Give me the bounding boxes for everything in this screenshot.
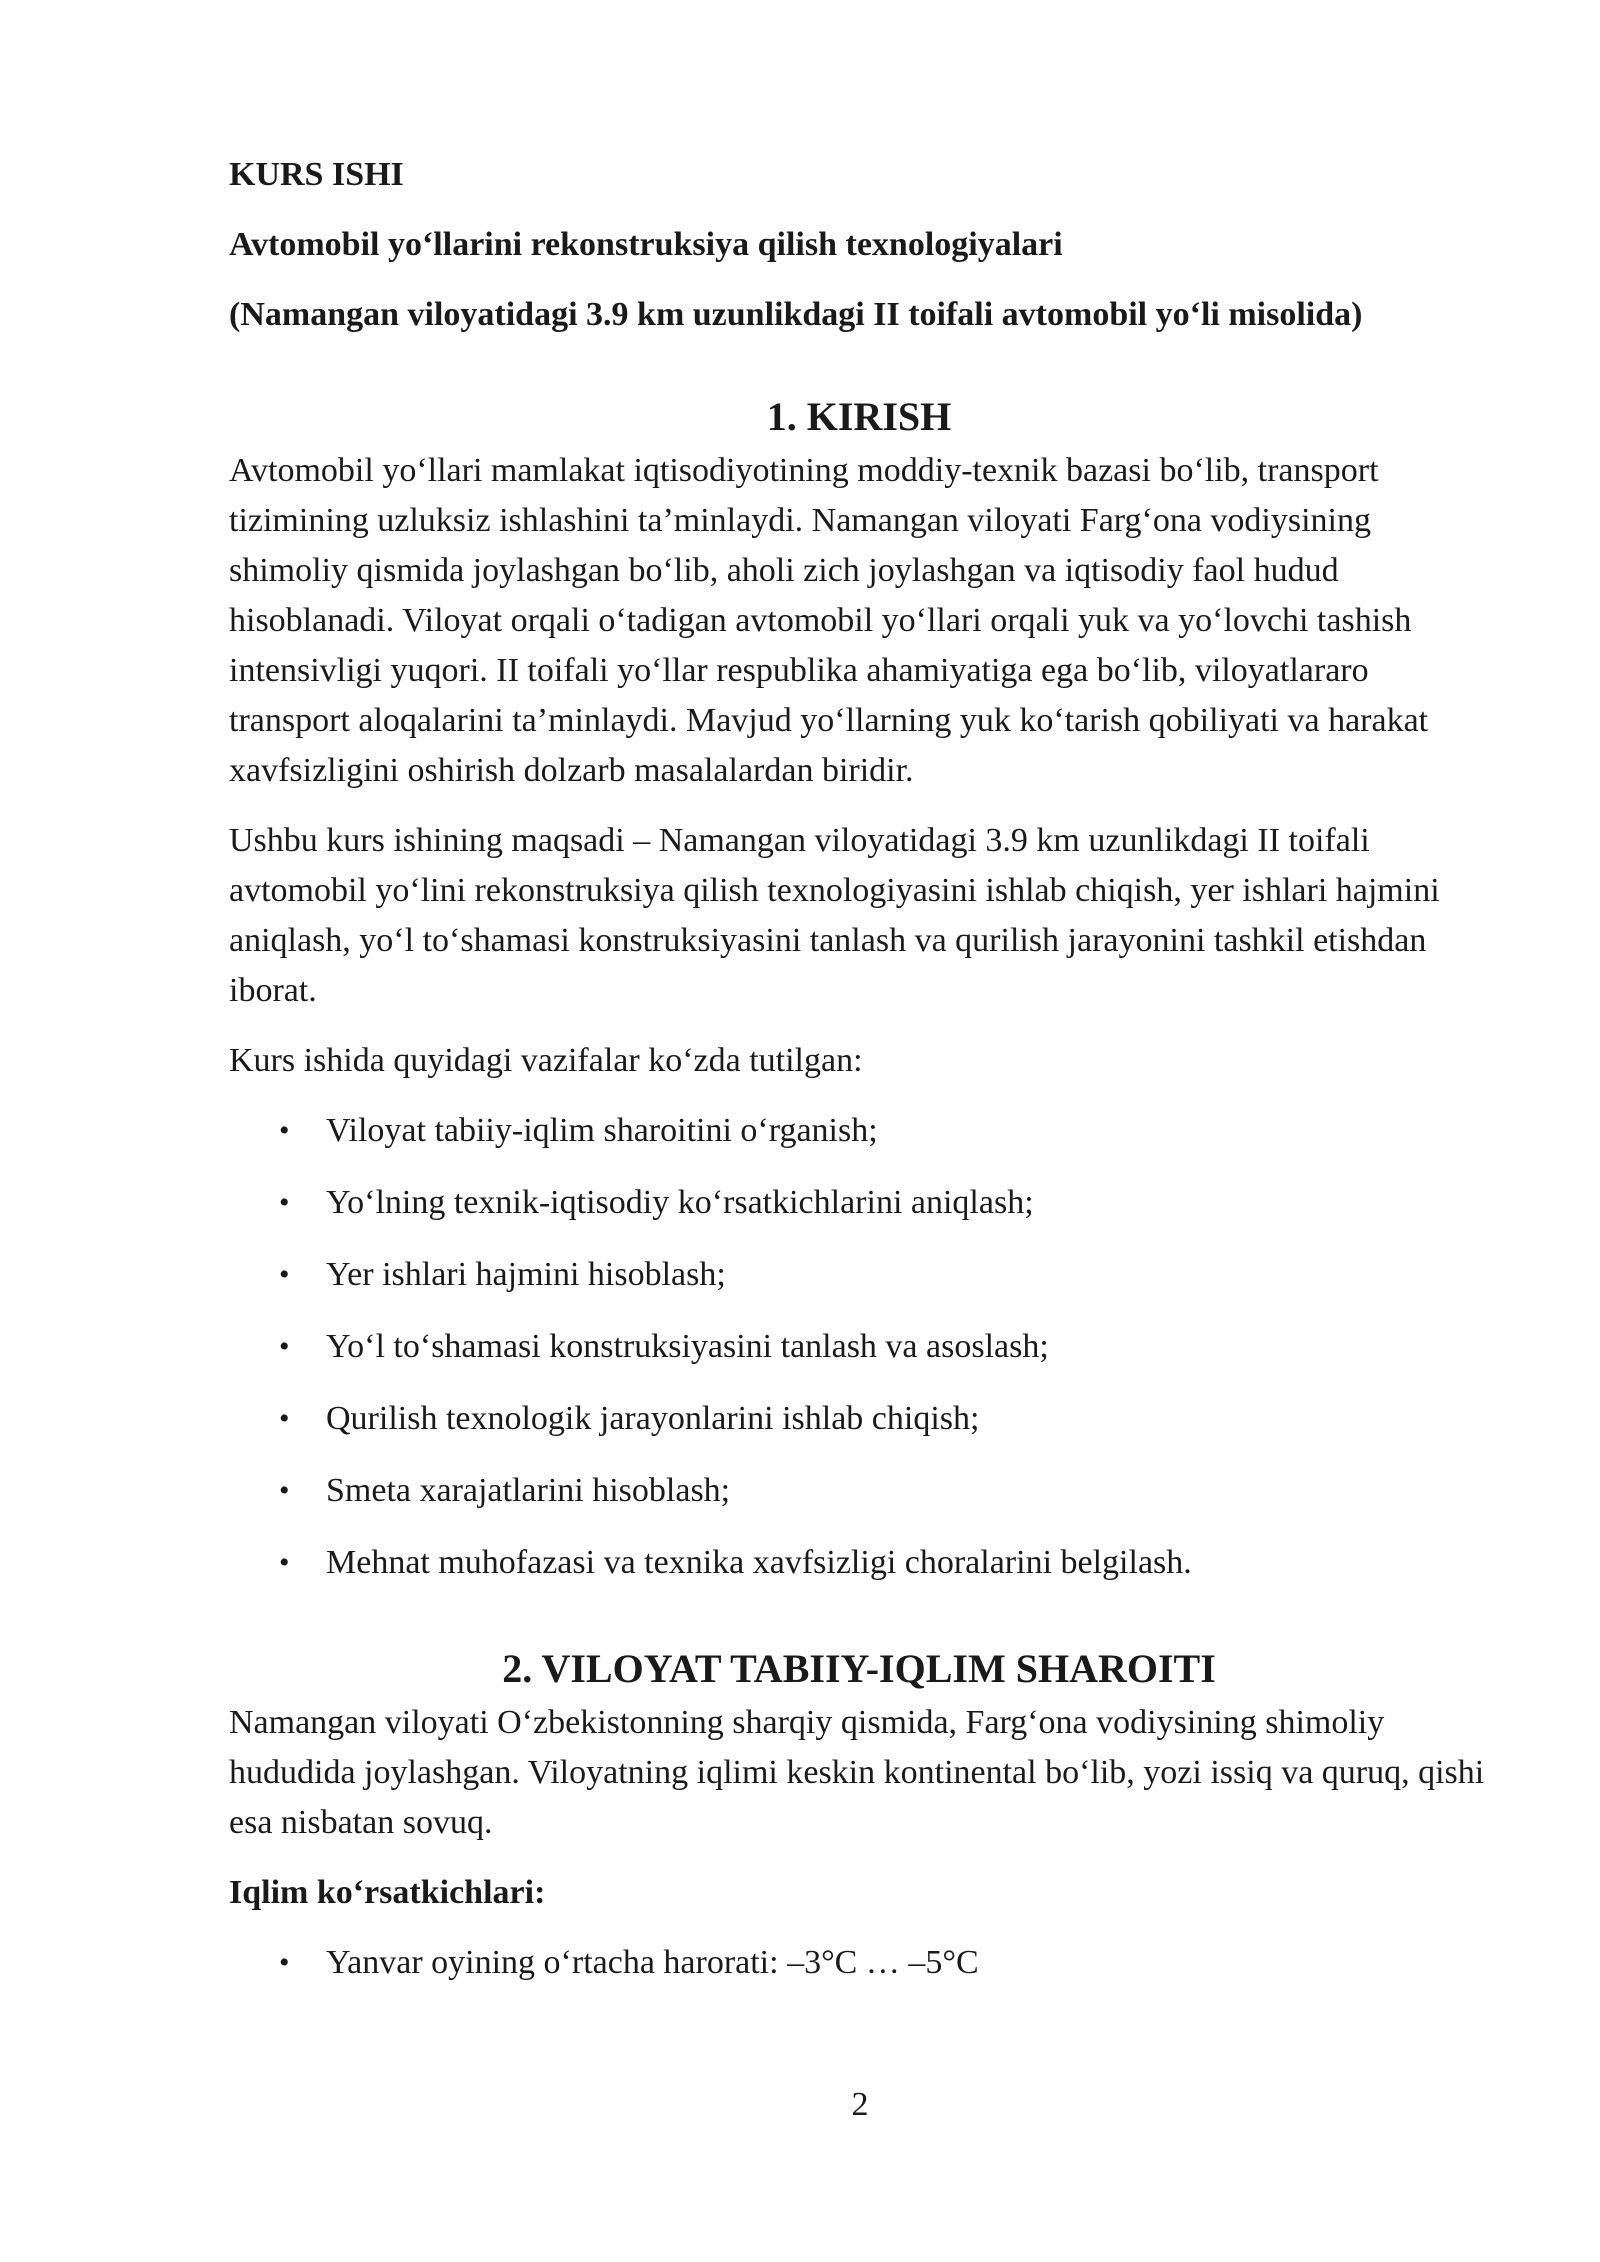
list-item [229, 1466, 1489, 1516]
document-subtitle: (Namangan viloyatidagi 3.9 km uzunlikdagi II toifali avtomobil yo‘li misolida) [229, 296, 1363, 333]
bullet-icon: • [279, 1402, 290, 1435]
list-item-text: Viloyat tabiiy-iqlim sharoitini o‘rganish; [326, 1112, 878, 1149]
bullet-icon: • [279, 1258, 290, 1291]
bullet-icon: • [279, 1546, 290, 1579]
tasks-intro: Kurs ishida quyidagi vazifalar ko‘zda tutilgan: [229, 1042, 863, 1079]
tasks-list [229, 1106, 1489, 1588]
list-item [229, 1322, 1489, 1372]
document-title: Avtomobil yo‘llarini rekonstruksiya qilish texnologiyalari [229, 226, 1063, 263]
page-number: 2 [851, 2086, 869, 2123]
list-item [229, 1250, 1489, 1300]
list-item-text: Mehnat muhofazasi va texnika xavfsizligi choralarini belgilash. [326, 1544, 1192, 1581]
intro-paragraph-2: Ushbu kurs ishining maqsadi – Namangan viloyatidagi 3.9 km uzunlikdagi II toifali avtomobil yo‘lini rekonstruksiya qilish texnologiyasini ishlab chiqish, yer ishlari hajmini aniqlash, yo‘l to‘shamasi konstruksiyasini tanlash va qurilish jarayonini tashkil etishdan iborat. [229, 822, 1440, 1009]
list-item-text: Yanvar oyining o‘rtacha harorati: –3°C … –5°C [326, 1944, 979, 1981]
list-item-text: Smeta xarajatlarini hisoblash; [326, 1472, 731, 1509]
bullet-icon: • [279, 1946, 290, 1979]
section-heading-climate: 2. VILOYAT TABIIY-IQLIM SHAROITI [502, 1646, 1216, 1691]
list-item-text: Yer ishlari hajmini hisoblash; [326, 1256, 726, 1293]
bullet-icon: • [279, 1330, 290, 1363]
page-content [229, 150, 1489, 1988]
list-item-text: Qurilish texnologik jarayonlarini ishlab chiqish; [326, 1400, 980, 1437]
climate-list [229, 1938, 1489, 1988]
climate-paragraph: Namangan viloyati O‘zbekistonning sharqiy qismida, Farg‘ona vodiysining shimoliy hududida joylashgan. Viloyatning iqlimi keskin kontinental bo‘lib, yozi issiq va quruq, qishi esa nisbatan sovuq. [229, 1704, 1485, 1841]
list-item-text: Yo‘l to‘shamasi konstruksiyasini tanlash va asoslash; [326, 1328, 1049, 1365]
bullet-icon: • [279, 1186, 290, 1219]
section-heading-kirish: 1. KIRISH [766, 394, 952, 439]
bullet-icon: • [279, 1474, 290, 1507]
list-item [229, 1106, 1489, 1156]
list-item [229, 1178, 1489, 1228]
list-item-text: Yo‘lning texnik-iqtisodiy ko‘rsatkichlarini aniqlash; [326, 1184, 1034, 1221]
intro-paragraph-1: Avtomobil yo‘llari mamlakat iqtisodiyotining moddiy-texnik bazasi bo‘lib, transport tizimining uzluksiz ishlashini ta’minlaydi. Namangan viloyati Farg‘ona vodiysining shimoliy qismida joylashgan bo‘lib, aholi zich joylashgan va iqtisodiy faol hudud hisoblanadi. Viloyat orqali o‘tadigan avtomobil yo‘llari orqali yuk va yo‘lovchi tashish intensivligi yuqori. II toifali yo‘llar respublika ahamiyatiga ega bo‘lib, viloyatlararo transport aloqalarini ta’minlaydi. Mavjud yo‘llarning yuk ko‘tarish qobiliyati va harakat xavfsizligini oshirish dolzarb masalalardan biridir. [229, 452, 1429, 789]
bullet-icon: • [279, 1114, 290, 1147]
climate-subheading: Iqlim ko‘rsatkichlari: [229, 1874, 546, 1911]
list-item [229, 1938, 1489, 1988]
list-item [229, 1394, 1489, 1444]
list-item [229, 1538, 1489, 1588]
document-type-label: KURS ISHI [229, 156, 404, 193]
